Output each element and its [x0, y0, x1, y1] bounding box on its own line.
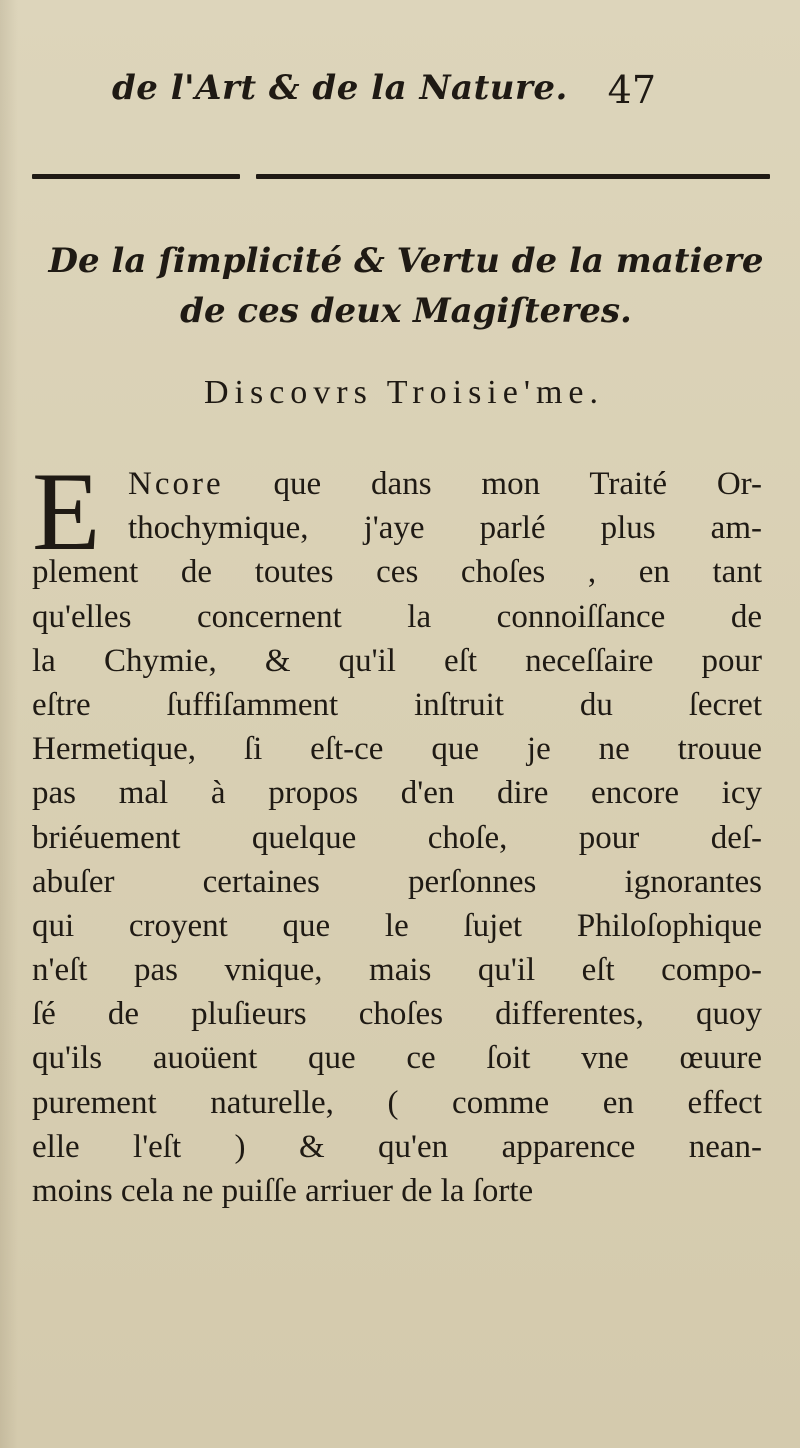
rule-segment-right: [256, 174, 770, 179]
text-line: ſé de pluſieurs choſes differentes, quoy: [32, 996, 762, 1033]
ornamental-rule: [32, 174, 770, 180]
text-line: thochymique, j'aye parlé plus am-: [128, 510, 762, 547]
text-line: [32, 462, 762, 506]
chapter-heading-line-1: De la ſimplicité & Vertu de la matiere: [48, 241, 764, 281]
text-line: briéuement quelque choſe, pour deſ-: [32, 819, 762, 856]
text-line: qu'elles concernent la connoiſſance de: [32, 598, 762, 635]
running-title: de l'Art & de la Nature.: [112, 68, 568, 108]
text-line: elle l'eſt ) & qu'en apparence nean-: [32, 1128, 762, 1165]
text-line: plement de toutes ces choſes , en tant: [32, 554, 762, 591]
text-line: la Chymie, & qu'il eſt neceſſaire pour: [32, 642, 762, 679]
text-line: pas mal à propos d'en dire encore icy: [32, 775, 762, 812]
text-line: moins cela ne puiſſe arriuer de la ſorte: [32, 1173, 534, 1209]
text-line: purement naturelle, ( comme en effect: [32, 1084, 762, 1121]
text-line: n'eſt pas vnique, mais qu'il eſt compo-: [32, 952, 762, 989]
page-number: 47: [607, 68, 656, 112]
chapter-heading: [26, 236, 786, 336]
text-line: eſtre ſuffiſamment inſtruit du ſecret: [32, 686, 762, 723]
drop-cap: E: [32, 450, 101, 574]
body-text: [32, 450, 762, 1213]
running-head: [112, 68, 672, 118]
text-line: Hermetique, ſi eſt-ce que je ne trouue: [32, 731, 762, 768]
rule-segment-left: [32, 174, 240, 179]
first-word-rest: Ncore: [128, 466, 224, 502]
text-line: abuſer certaines perſonnes ignorantes: [32, 863, 762, 900]
text-line-content: que dans mon Traité Or-: [273, 466, 762, 502]
text-line: qu'ils auoüent que ce ſoit vne œuure: [32, 1040, 762, 1077]
text-line: qui croyent que le ſujet Philoſophique: [32, 907, 762, 944]
discourse-title: Discovrs Troisie'me.: [203, 374, 605, 411]
chapter-heading-line-2: de ces deux Magiſteres.: [180, 291, 632, 331]
